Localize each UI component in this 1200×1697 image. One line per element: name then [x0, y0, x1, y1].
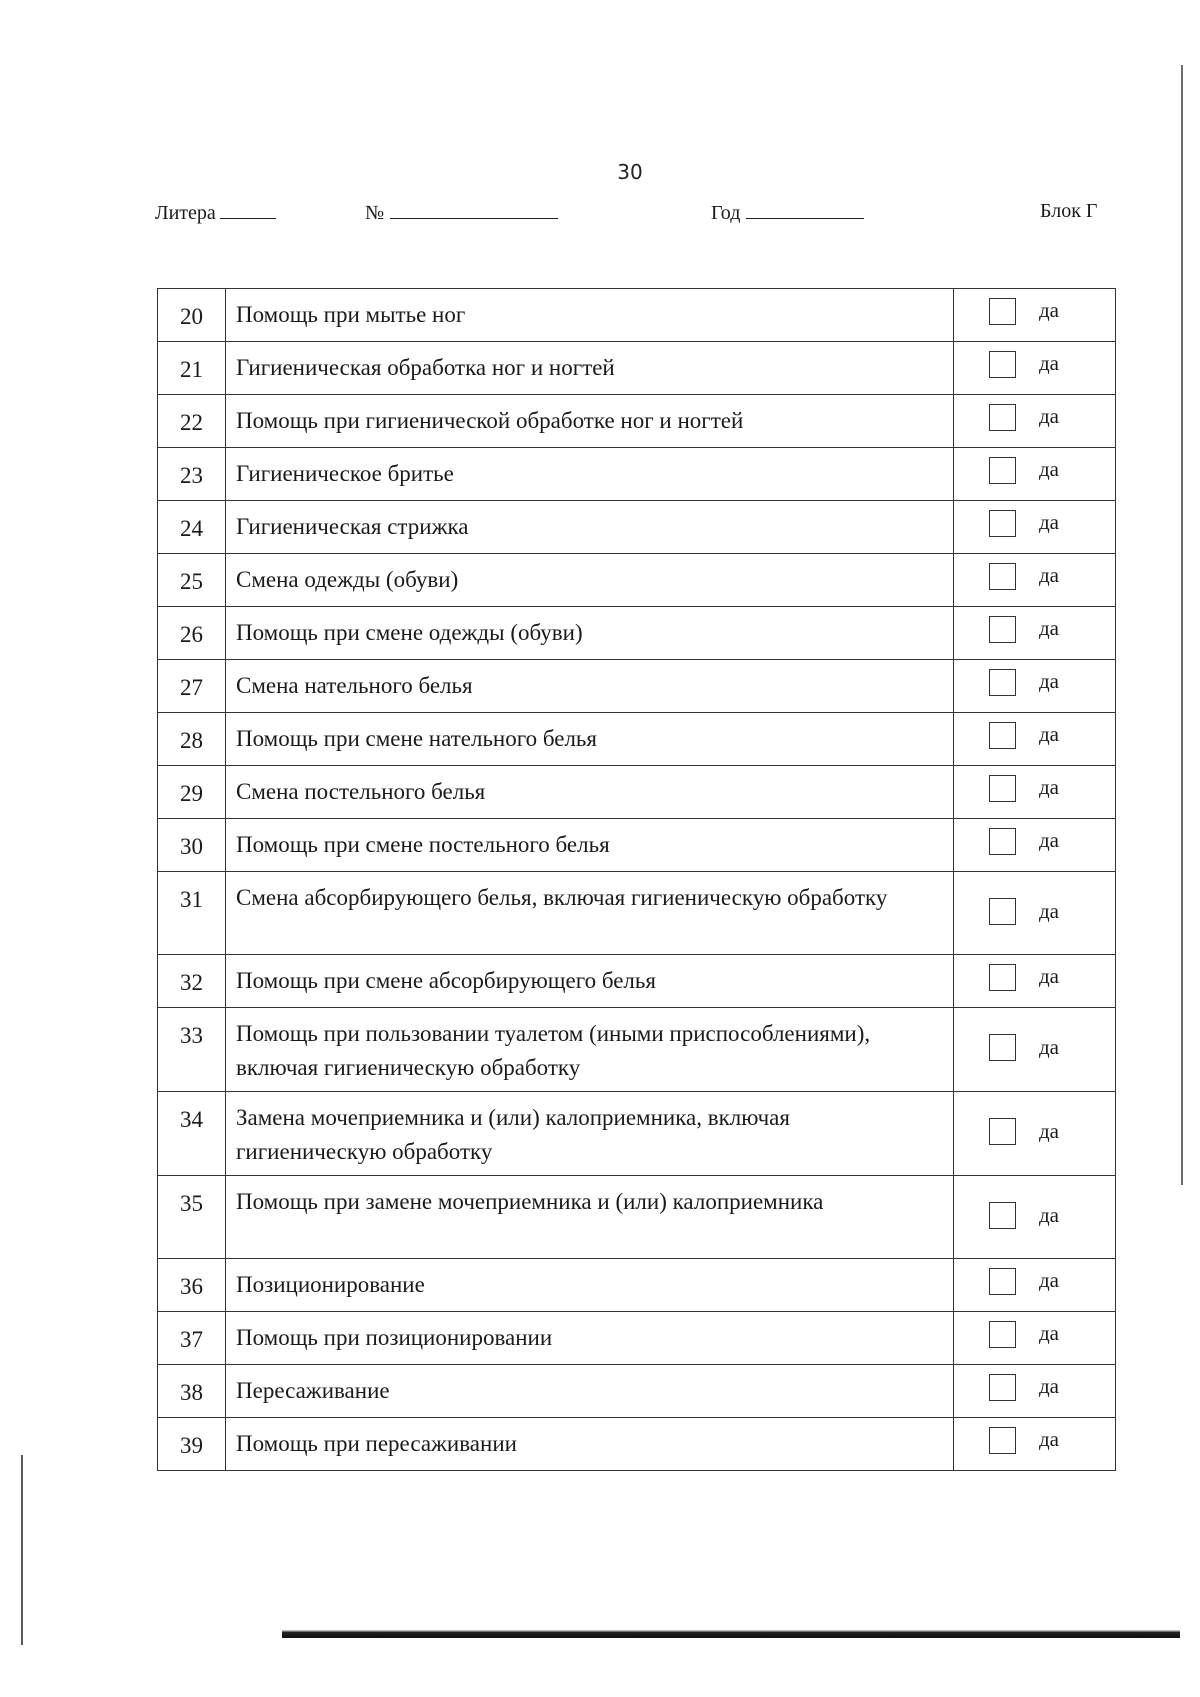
scan-edge-left	[21, 1455, 23, 1645]
row-number-cell	[158, 955, 226, 1008]
yes-checkbox[interactable]	[989, 828, 1016, 855]
row-answer-cell	[954, 289, 1116, 342]
scan-edge-bottom	[282, 1630, 1180, 1638]
row-text: Замена мочеприемника и (или) калоприемника, включая гигиеническую обработку	[236, 1105, 790, 1164]
row-number: 21	[180, 357, 203, 382]
services-table	[157, 288, 1116, 1471]
row-number: 20	[180, 304, 203, 329]
row-answer-cell	[954, 872, 1116, 955]
table-row	[158, 501, 1116, 554]
page-number: 30	[617, 160, 643, 184]
yes-checkbox[interactable]	[989, 1374, 1016, 1401]
table-row	[158, 554, 1116, 607]
row-text-cell	[226, 1418, 954, 1471]
row-number-cell	[158, 1312, 226, 1365]
row-number-cell	[158, 607, 226, 660]
number-label: №	[365, 202, 385, 224]
row-number: 37	[180, 1327, 203, 1352]
row-text: Смена одежды (обуви)	[236, 567, 459, 592]
year-blank[interactable]	[746, 200, 864, 219]
table-row	[158, 289, 1116, 342]
row-number: 35	[180, 1191, 203, 1216]
yes-checkbox[interactable]	[989, 1202, 1016, 1229]
row-number: 24	[180, 516, 203, 541]
row-number: 29	[180, 781, 203, 806]
row-answer-cell	[954, 501, 1116, 554]
row-text: Помощь при смене одежды (обуви)	[236, 620, 583, 645]
row-text-cell	[226, 395, 954, 448]
row-number: 38	[180, 1380, 203, 1405]
row-text-cell	[226, 766, 954, 819]
yes-label: да	[1039, 457, 1060, 481]
row-text: Помощь при мытье ног	[236, 302, 466, 327]
row-text: Гигиеническая стрижка	[236, 514, 469, 539]
row-answer-cell	[954, 955, 1116, 1008]
yes-checkbox[interactable]	[989, 404, 1016, 431]
table-row	[158, 342, 1116, 395]
row-text-cell	[226, 660, 954, 713]
row-answer-cell	[954, 766, 1116, 819]
yes-checkbox[interactable]	[989, 775, 1016, 802]
yes-checkbox[interactable]	[989, 563, 1016, 590]
yes-label: да	[1039, 775, 1060, 799]
row-text-cell	[226, 1176, 954, 1259]
row-number-cell	[158, 1259, 226, 1312]
scan-edge-right	[1181, 65, 1183, 1185]
row-text: Помощь при пересаживании	[236, 1431, 517, 1456]
yes-label: да	[1039, 1427, 1060, 1451]
year-label: Год	[711, 202, 741, 224]
row-text: Гигиеническое бритье	[236, 461, 454, 486]
row-answer-cell	[954, 1008, 1116, 1092]
row-number-cell	[158, 1418, 226, 1471]
row-text: Гигиеническая обработка ног и ногтей	[236, 355, 615, 380]
row-answer-cell	[954, 607, 1116, 660]
block-label: Блок Г	[1040, 200, 1098, 222]
row-number: 22	[180, 410, 203, 435]
row-number: 33	[180, 1023, 203, 1048]
row-number-cell	[158, 1092, 226, 1176]
yes-checkbox[interactable]	[989, 722, 1016, 749]
yes-label: да	[1039, 1321, 1060, 1345]
row-answer-cell	[954, 1418, 1116, 1471]
services-table-body	[158, 289, 1116, 1471]
table-row	[158, 607, 1116, 660]
yes-label: да	[1039, 899, 1060, 923]
row-number: 27	[180, 675, 203, 700]
number-blank[interactable]	[390, 200, 558, 219]
row-text: Смена нательного белья	[236, 673, 473, 698]
row-number-cell	[158, 660, 226, 713]
row-text: Помощь при пользовании туалетом (иными приспособлениями), включая гигиеническую обработку	[236, 1021, 871, 1080]
yes-checkbox[interactable]	[989, 1034, 1016, 1061]
table-row	[158, 1312, 1116, 1365]
row-text: Помощь при замене мочеприемника и (или) калоприемника	[236, 1189, 824, 1214]
row-text-cell	[226, 448, 954, 501]
yes-label: да	[1039, 510, 1060, 534]
yes-checkbox[interactable]	[989, 1118, 1016, 1145]
row-text-cell	[226, 713, 954, 766]
yes-checkbox[interactable]	[989, 964, 1016, 991]
row-number: 25	[180, 569, 203, 594]
yes-checkbox[interactable]	[989, 669, 1016, 696]
row-answer-cell	[954, 1092, 1116, 1176]
row-number: 34	[180, 1107, 203, 1132]
table-row	[158, 1092, 1116, 1176]
row-number: 32	[180, 970, 203, 995]
row-text: Пересаживание	[236, 1378, 390, 1403]
row-answer-cell	[954, 660, 1116, 713]
year-field	[711, 200, 864, 225]
yes-label: да	[1039, 351, 1060, 375]
litera-blank[interactable]	[220, 200, 276, 219]
yes-checkbox[interactable]	[989, 898, 1016, 925]
row-text: Помощь при гигиенической обработке ног и ногтей	[236, 408, 744, 433]
yes-label: да	[1039, 1035, 1060, 1059]
yes-checkbox[interactable]	[989, 351, 1016, 378]
row-number-cell	[158, 289, 226, 342]
row-answer-cell	[954, 1365, 1116, 1418]
yes-label: да	[1039, 298, 1060, 322]
yes-label: да	[1039, 669, 1060, 693]
table-row	[158, 955, 1116, 1008]
table-row	[158, 819, 1116, 872]
table-row	[158, 1418, 1116, 1471]
row-text: Помощь при смене абсорбирующего белья	[236, 968, 656, 993]
table-row	[158, 766, 1116, 819]
table-row	[158, 1008, 1116, 1092]
row-answer-cell	[954, 1312, 1116, 1365]
row-answer-cell	[954, 1259, 1116, 1312]
row-number: 39	[180, 1433, 203, 1458]
row-number: 28	[180, 728, 203, 753]
yes-checkbox[interactable]	[989, 616, 1016, 643]
row-text-cell	[226, 342, 954, 395]
row-answer-cell	[954, 713, 1116, 766]
row-number-cell	[158, 448, 226, 501]
row-number: 30	[180, 834, 203, 859]
block-label-field	[1040, 200, 1097, 223]
row-number-cell	[158, 395, 226, 448]
row-number-cell	[158, 819, 226, 872]
row-text: Помощь при смене нательного белья	[236, 726, 598, 751]
row-text-cell	[226, 955, 954, 1008]
row-answer-cell	[954, 554, 1116, 607]
row-text: Помощь при смене постельного белья	[236, 832, 610, 857]
litera-field	[155, 200, 276, 225]
row-answer-cell	[954, 819, 1116, 872]
row-number-cell	[158, 342, 226, 395]
row-text: Смена постельного белья	[236, 779, 486, 804]
table-row	[158, 660, 1116, 713]
yes-label: да	[1039, 563, 1060, 587]
row-text-cell	[226, 289, 954, 342]
yes-label: да	[1039, 722, 1060, 746]
yes-label: да	[1039, 1268, 1060, 1292]
row-answer-cell	[954, 1176, 1116, 1259]
table-row	[158, 713, 1116, 766]
yes-checkbox[interactable]	[989, 1268, 1016, 1295]
yes-checkbox[interactable]	[989, 510, 1016, 537]
row-text-cell	[226, 1365, 954, 1418]
row-text-cell	[226, 554, 954, 607]
table-row	[158, 448, 1116, 501]
row-text-cell	[226, 1312, 954, 1365]
yes-label: да	[1039, 1203, 1060, 1227]
row-text-cell	[226, 872, 954, 955]
row-answer-cell	[954, 448, 1116, 501]
table-row	[158, 872, 1116, 955]
row-number-cell	[158, 766, 226, 819]
row-answer-cell	[954, 342, 1116, 395]
row-text: Смена абсорбирующего белья, включая гигиеническую обработку	[236, 885, 888, 910]
number-field	[365, 200, 558, 225]
row-text-cell	[226, 607, 954, 660]
yes-label: да	[1039, 616, 1060, 640]
row-number: 26	[180, 622, 203, 647]
row-number-cell	[158, 501, 226, 554]
table-row	[158, 1365, 1116, 1418]
row-text-cell	[226, 501, 954, 554]
row-text-cell	[226, 1008, 954, 1092]
row-number-cell	[158, 1008, 226, 1092]
row-text: Позиционирование	[236, 1272, 425, 1297]
row-text-cell	[226, 1259, 954, 1312]
row-number-cell	[158, 1176, 226, 1259]
row-number-cell	[158, 872, 226, 955]
litera-label: Литера	[155, 202, 216, 224]
row-text-cell	[226, 1092, 954, 1176]
row-number-cell	[158, 713, 226, 766]
yes-label: да	[1039, 1119, 1060, 1143]
row-number-cell	[158, 554, 226, 607]
yes-checkbox[interactable]	[989, 457, 1016, 484]
table-row	[158, 1259, 1116, 1312]
table-row	[158, 395, 1116, 448]
yes-label: да	[1039, 828, 1060, 852]
row-text: Помощь при позиционировании	[236, 1325, 553, 1350]
row-answer-cell	[954, 395, 1116, 448]
yes-checkbox[interactable]	[989, 298, 1016, 325]
yes-label: да	[1039, 964, 1060, 988]
row-number: 36	[180, 1274, 203, 1299]
row-number: 23	[180, 463, 203, 488]
yes-checkbox[interactable]	[989, 1427, 1016, 1454]
yes-label: да	[1039, 404, 1060, 428]
table-row	[158, 1176, 1116, 1259]
row-number: 31	[180, 887, 203, 912]
row-text-cell	[226, 819, 954, 872]
row-number-cell	[158, 1365, 226, 1418]
yes-checkbox[interactable]	[989, 1321, 1016, 1348]
yes-label: да	[1039, 1374, 1060, 1398]
